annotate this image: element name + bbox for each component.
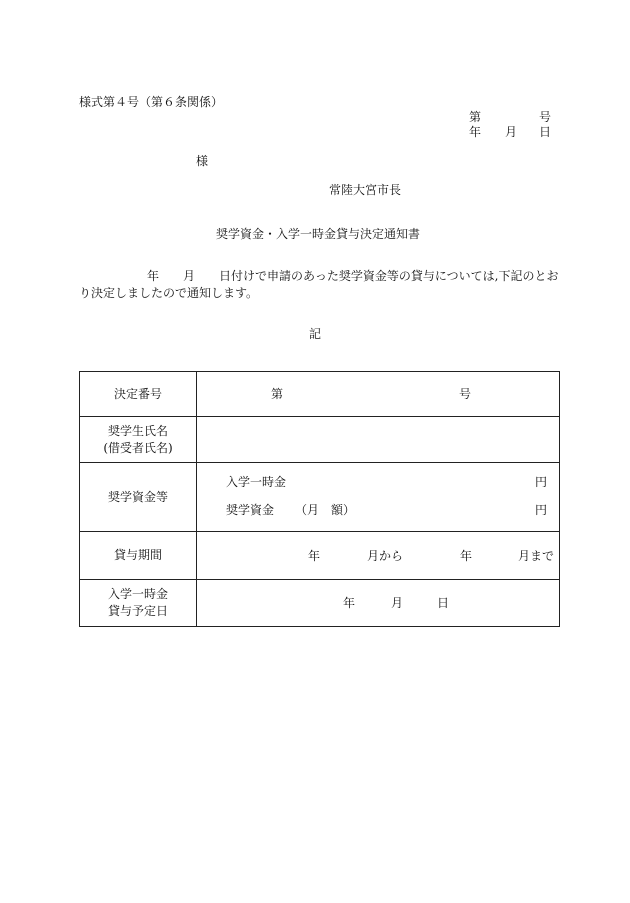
funds-field (197, 463, 560, 532)
ki-heading: 記 (309, 327, 322, 341)
decision-number-prefix: 第 (271, 387, 284, 401)
period-start-month: 月から (367, 549, 404, 563)
student-name-label (80, 417, 197, 463)
loan-period-label: 貸与期間 (80, 532, 197, 580)
row-loan-period (80, 532, 560, 580)
funds-label: 奨学資金等 (80, 463, 197, 532)
scholarship-label: 奨学資金 (226, 503, 275, 517)
scheduled-year: 年 (343, 596, 356, 610)
body-month: 月 (183, 269, 196, 283)
document-number-prefix: 第 (469, 110, 482, 124)
entrance-fee-yen: 円 (535, 475, 548, 489)
scheduled-date-label (80, 580, 197, 627)
row-scheduled-date (80, 580, 560, 627)
scholarship-yen: 円 (535, 503, 548, 517)
scheduled-day: 日 (437, 596, 450, 610)
row-decision-number (80, 372, 560, 417)
issue-date-year: 年 (469, 125, 482, 139)
period-end-month: 月まで (518, 549, 555, 563)
body-line-2: り決定しましたので通知します。 (79, 286, 259, 300)
scheduled-date-field (197, 580, 560, 627)
row-funds (80, 463, 560, 532)
entrance-fee-label: 入学一時金 (226, 475, 287, 489)
decision-table (79, 371, 560, 627)
form-number: 様式第４号（第６条関係） (79, 95, 224, 109)
issuer-name: 常陸大宮市長 (329, 183, 402, 197)
addressee-honorific: 様 (196, 154, 209, 168)
body-line-1 (79, 268, 557, 285)
student-name-label-line-2: (借受者氏名) (103, 440, 173, 455)
decision-number-label: 決定番号 (80, 372, 197, 417)
body-year: 年 (147, 269, 160, 283)
body-line-1-text: 日付けで申請のあった奨学資金等の貸与については,下記のとお (219, 269, 559, 283)
monthly-amount-label: （月 額） (295, 503, 356, 517)
period-start-year: 年 (308, 549, 321, 563)
document-title: 奨学資金・入学一時金貸与決定通知書 (216, 227, 421, 241)
row-student-name (80, 417, 560, 463)
decision-number-field (197, 372, 560, 417)
notice-body (79, 268, 557, 302)
decision-number-suffix: 号 (459, 387, 472, 401)
student-name-field (197, 417, 560, 463)
scheduled-date-label-line-1: 入学一時金 (107, 587, 168, 601)
scheduled-date-label-line-2: 貸与予定日 (107, 604, 168, 618)
loan-period-field (197, 532, 560, 580)
student-name-label-line-1: 奨学生氏名 (107, 423, 168, 438)
issue-date-day: 日 (539, 125, 552, 139)
issue-date-month: 月 (505, 125, 518, 139)
document-number-suffix: 号 (539, 110, 552, 124)
scheduled-month: 月 (391, 596, 404, 610)
period-end-year: 年 (460, 549, 473, 563)
